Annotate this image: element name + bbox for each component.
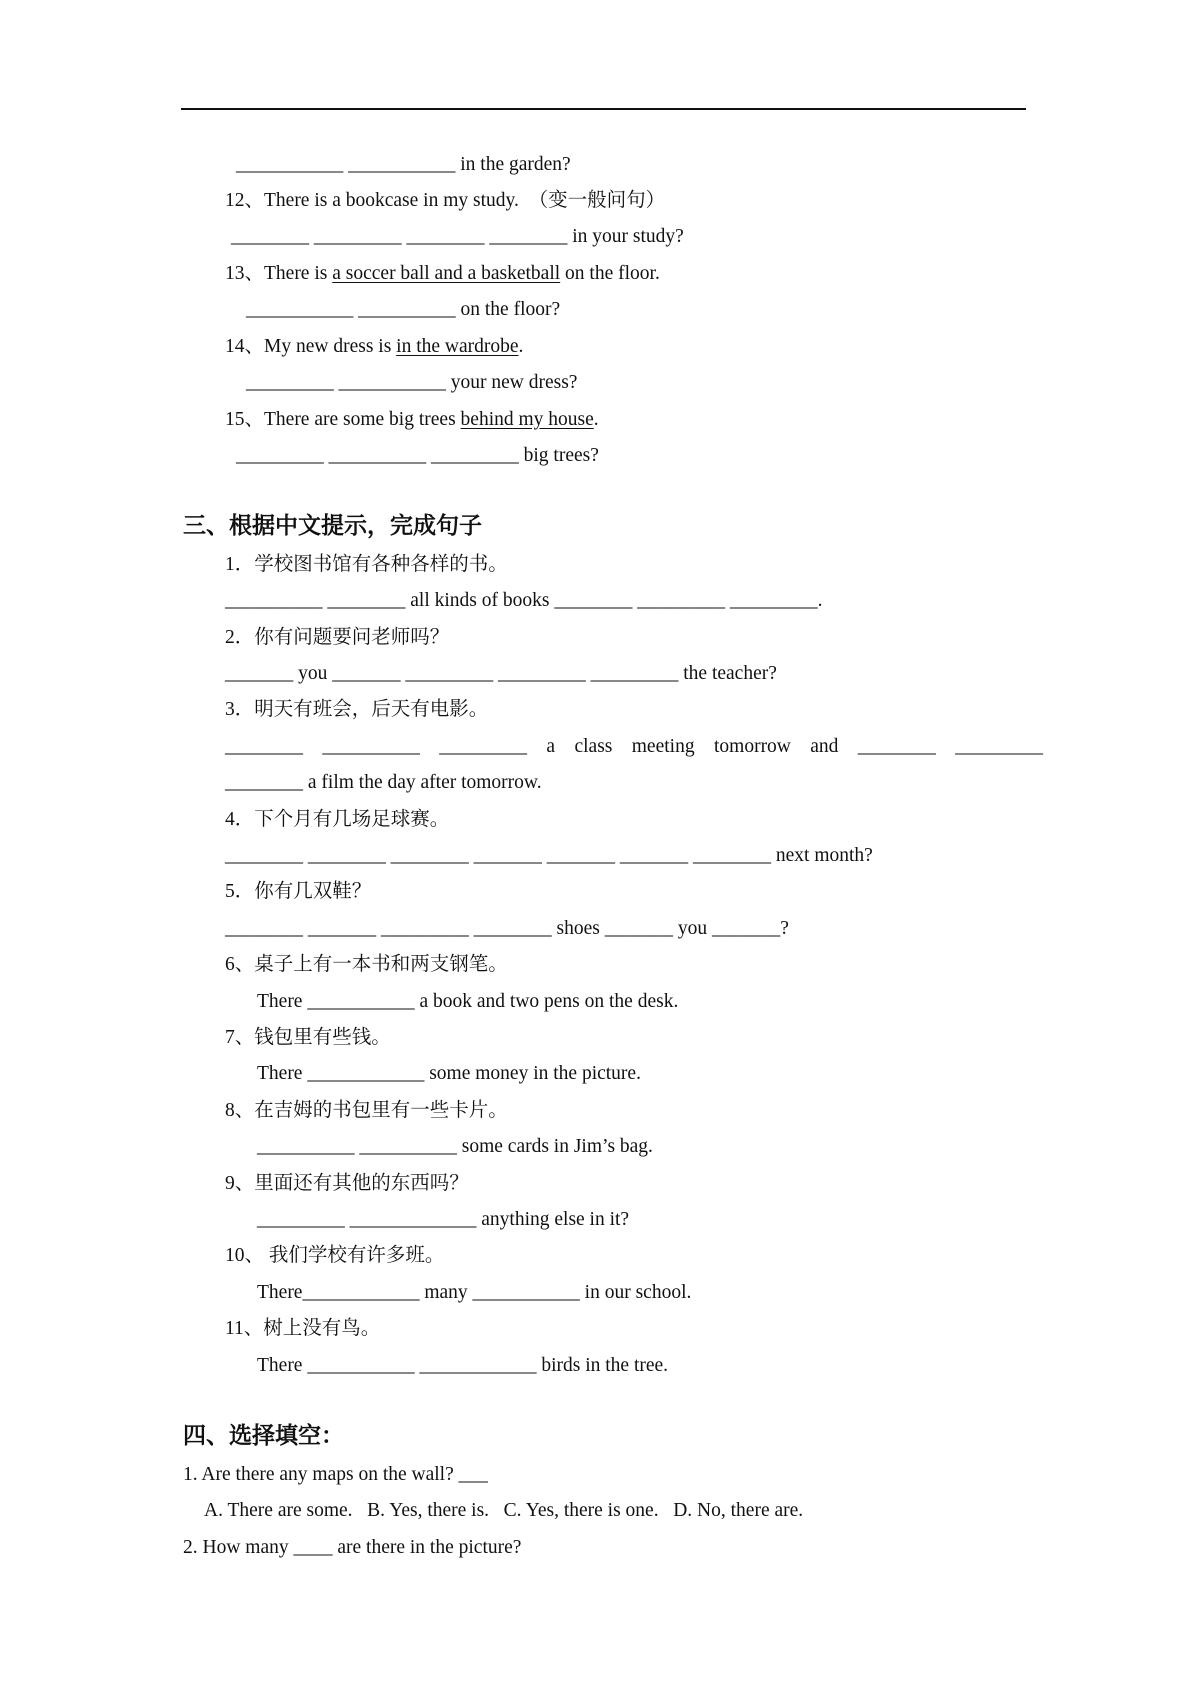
- question-13: [225, 262, 660, 286]
- s3-question-8: 8、在吉姆的书包里有一些卡片。: [225, 1100, 508, 1121]
- s3-a3-word: meeting: [631, 736, 695, 757]
- s3-answer-10: There____________ many ___________ in our school.: [257, 1282, 692, 1303]
- s3-a3-word: tomorrow: [713, 736, 791, 757]
- s3-question-10: 10、 我们学校有许多班。: [225, 1245, 445, 1266]
- s3-a3-word: and: [810, 736, 839, 757]
- section-3-heading: 三、根据中文提示，完成句子: [183, 513, 482, 539]
- s3-answer-9: _________ _____________ anything else in it?: [257, 1209, 630, 1230]
- section-4-heading: 四、选择填空：: [183, 1423, 344, 1449]
- s3-a3-word: __________: [322, 736, 420, 757]
- s3-answer-6: There ___________ a book and two pens on the desk.: [257, 991, 679, 1012]
- s3-question-1: 1．学校图书馆有各种各样的书。: [225, 554, 508, 575]
- answer-line-11: ___________ ___________ in the garden?: [236, 154, 571, 175]
- s3-question-6: 6、桌子上有一本书和两支钢笔。: [225, 954, 508, 975]
- s3-answer-3: [225, 735, 1043, 759]
- question-14-pre: 14、My new dress is: [225, 336, 397, 357]
- s3-answer-5: ________ _______ _________ ________ shoes _______ you _______?: [225, 918, 789, 939]
- question-14-underlined: in the wardrobe: [396, 336, 519, 357]
- question-13-pre: 13、There is: [225, 263, 333, 284]
- question-14: [225, 335, 523, 359]
- s3-answer-8: __________ __________ some cards in Jim’s bag.: [257, 1136, 653, 1157]
- answer-line-13: ___________ __________ on the floor?: [246, 299, 561, 320]
- s3-question-4: 4．下个月有几场足球赛。: [225, 809, 450, 830]
- s3-a3-word: _________: [955, 736, 1043, 757]
- s3-answer-4: ________ ________ ________ _______ _______ _______ ________ next month?: [225, 845, 873, 866]
- s4-question-1: 1. Are there any maps on the wall? ___: [183, 1464, 488, 1485]
- s3-answer-3-continued: ________ a film the day after tomorrow.: [225, 772, 542, 793]
- s3-question-7: 7、钱包里有些钱。: [225, 1027, 391, 1048]
- s3-question-5: 5．你有几双鞋？: [225, 881, 372, 902]
- s3-answer-1: __________ ________ all kinds of books ________ _________ _________.: [225, 590, 823, 611]
- question-12: 12、There is a bookcase in my study. （变一般问句）: [225, 190, 666, 211]
- question-15-pre: 15、There are some big trees: [225, 409, 461, 430]
- header-rule: [181, 108, 1026, 110]
- question-15: [225, 408, 599, 432]
- s3-question-9: 9、里面还有其他的东西吗？: [225, 1173, 469, 1194]
- question-14-post: .: [518, 336, 524, 357]
- s3-answer-2: _______ you _______ _________ _________ _________ the teacher?: [225, 663, 777, 684]
- question-13-underlined: a soccer ball and a basketball: [332, 263, 561, 284]
- s3-a3-word: _________: [439, 736, 528, 757]
- question-15-underlined: behind my house: [460, 409, 594, 430]
- s4-question-2: 2. How many ____ are there in the picture?: [183, 1537, 522, 1558]
- s4-question-1-options: A. There are some. B. Yes, there is. C. Yes, there is one. D. No, there are.: [204, 1500, 804, 1521]
- s3-question-2: 2．你有问题要问老师吗？: [225, 627, 450, 648]
- s3-question-11: 11、树上没有鸟。: [225, 1318, 381, 1339]
- answer-line-15: _________ __________ _________ big trees?: [236, 445, 599, 466]
- question-13-post: on the floor.: [560, 263, 660, 284]
- s3-a3-word: a: [546, 736, 556, 757]
- s3-a3-word: ________: [857, 736, 936, 757]
- s3-a3-word: class: [574, 736, 613, 757]
- answer-line-12: ________ _________ ________ ________ in your study?: [231, 226, 684, 247]
- s3-answer-7: There ____________ some money in the picture.: [257, 1063, 641, 1084]
- s3-question-3: 3．明天有班会，后天有电影。: [225, 699, 489, 720]
- s3-answer-11: There ___________ ____________ birds in the tree.: [257, 1355, 669, 1376]
- answer-line-14: _________ ___________ your new dress?: [246, 372, 578, 393]
- s3-a3-word: ________: [225, 736, 303, 757]
- question-15-post: .: [593, 409, 599, 430]
